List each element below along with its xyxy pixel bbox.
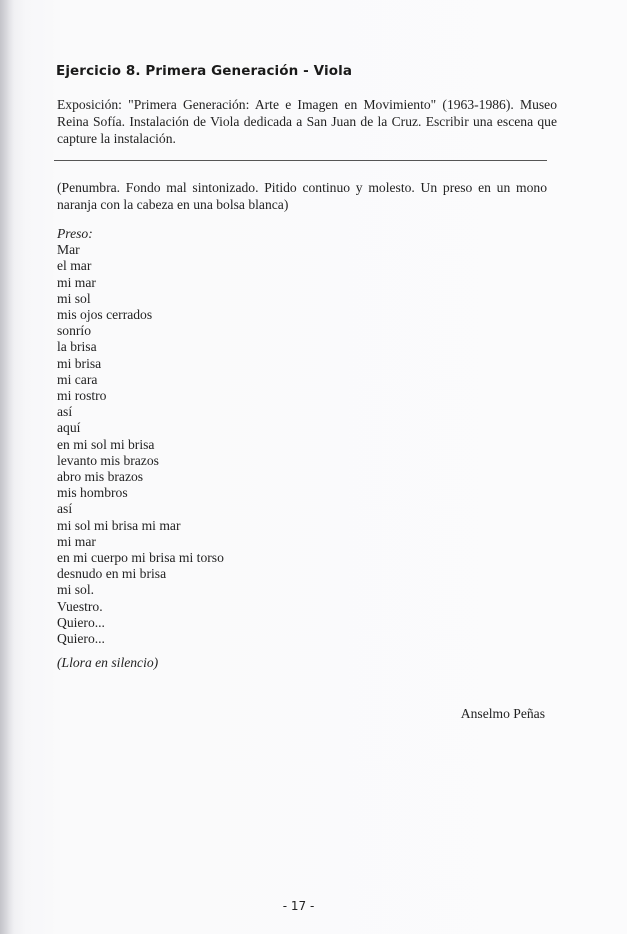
poem-line: sonrío xyxy=(57,323,91,339)
poem-line: Quiero... xyxy=(57,631,105,647)
section-divider xyxy=(54,160,547,161)
poem-line: abro mis brazos xyxy=(57,469,144,485)
page-binding-shadow xyxy=(0,0,14,934)
poem-line: Quiero... xyxy=(57,614,105,630)
poem-line: desnudo en mi brisa xyxy=(57,566,167,582)
poem-line: levanto mis brazos xyxy=(57,452,159,468)
poem-line: mi rostro xyxy=(57,388,107,404)
speaker-label: Preso: xyxy=(57,226,93,241)
poem-line: mi mar xyxy=(57,533,96,549)
poem-block xyxy=(57,226,224,647)
poem-line: Mar xyxy=(57,242,80,258)
poem-line: así xyxy=(57,404,73,420)
poem-line: aquí xyxy=(57,420,81,436)
poem-line: Vuestro. xyxy=(57,598,103,614)
stage-direction: (Penumbra. Fondo mal sintonizado. Pitido continuo y molesto. Un preso en un mono naranja con la cabeza en una bolsa blanca) xyxy=(57,180,547,212)
poem-line: mi sol. xyxy=(57,582,95,598)
exposition-paragraph: Exposición: "Primera Generación: Arte e Imagen en Movimiento" (1963-1986). Museo Reina Sofía. Instalación de Viola dedicada a San Juan de la Cruz. Escribir una escena que capture la instalación. xyxy=(57,97,557,146)
page-number: - 17 - xyxy=(282,899,315,913)
poem-line: la brisa xyxy=(57,339,97,355)
poem-line: mi sol mi brisa mi mar xyxy=(57,517,181,533)
poem-line: mi mar xyxy=(57,274,96,290)
poem-line: en mi sol mi brisa xyxy=(57,436,155,452)
poem-line: mis hombros xyxy=(57,485,128,501)
poem-line: mi sol xyxy=(57,290,91,306)
poem-line: mi brisa xyxy=(57,355,102,371)
poem-line: el mar xyxy=(57,258,92,274)
exercise-title: Ejercicio 8. Primera Generación - Viola xyxy=(56,63,353,79)
closing-stage-direction: (Llora en silencio) xyxy=(57,655,159,670)
poem-line: mi cara xyxy=(57,371,98,387)
poem-line: mis ojos cerrados xyxy=(57,307,153,323)
author-signature: Anselmo Peñas xyxy=(460,706,545,721)
poem-line: en mi cuerpo mi brisa mi torso xyxy=(57,550,224,566)
poem-line: así xyxy=(57,501,73,517)
